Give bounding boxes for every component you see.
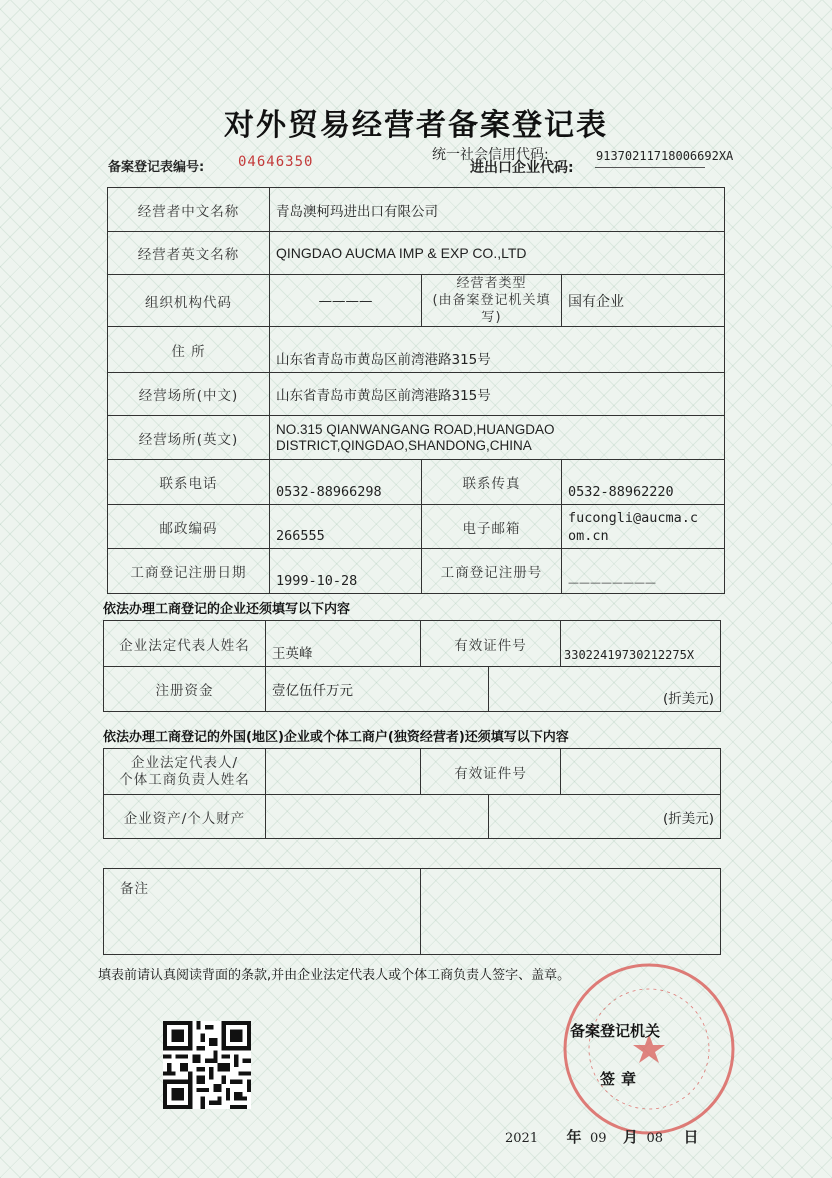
foreign-id-value bbox=[561, 749, 721, 795]
reg-date-value: 1999-10-28 bbox=[270, 549, 422, 594]
email-line2: om.cn bbox=[568, 527, 609, 544]
assets-unit: (折美元) bbox=[489, 795, 721, 839]
postcode-label: 邮政编码 bbox=[108, 505, 270, 549]
org-code-value: ———— bbox=[270, 275, 422, 327]
date-day-char: 日 bbox=[683, 1128, 699, 1146]
address-label: 住 所 bbox=[108, 327, 270, 373]
table-row bbox=[108, 549, 725, 594]
qr-code-icon bbox=[163, 1021, 251, 1109]
id-number-value: 33022419730212275X bbox=[561, 621, 721, 667]
premises-en-line2: DISTRICT,QINGDAO,SHANDONG,CHINA bbox=[276, 437, 532, 453]
remarks-value bbox=[421, 869, 721, 955]
section2-table bbox=[103, 748, 721, 839]
email-label: 电子邮箱 bbox=[422, 505, 562, 549]
sign-seal-label: 签章 bbox=[600, 1070, 643, 1088]
cn-name-value: 青岛澳柯玛进出口有限公司 bbox=[270, 188, 725, 232]
table-row bbox=[108, 416, 725, 460]
date-month: 09 bbox=[590, 1131, 607, 1146]
fax-label: 联系传真 bbox=[422, 460, 562, 505]
remarks-label: 备注 bbox=[104, 869, 421, 955]
credit-code-value: 91370211718006692XA bbox=[596, 149, 734, 163]
phone-value: 0532-88966298 bbox=[270, 460, 422, 505]
business-type-label bbox=[422, 275, 562, 327]
table-row bbox=[104, 749, 721, 795]
section1-table bbox=[103, 620, 721, 712]
business-type-label-line2: (由备案登记机关填写) bbox=[432, 293, 551, 325]
capital-label: 注册资金 bbox=[104, 667, 266, 712]
assets-value bbox=[266, 795, 489, 839]
section2-heading: 依法办理工商登记的外国(地区)企业或个体工商户(独资经营者)还须填写以下内容 bbox=[103, 730, 569, 745]
premises-en-label: 经营场所(英文) bbox=[108, 416, 270, 460]
foreign-rep-label-line1: 企业法定代表人/ bbox=[130, 754, 239, 771]
date-month-char: 月 bbox=[623, 1128, 639, 1146]
table-row bbox=[104, 869, 721, 955]
business-type-value: 国有企业 bbox=[562, 275, 725, 327]
table-row bbox=[108, 460, 725, 505]
capital-unit: (折美元) bbox=[489, 667, 721, 712]
date-year-char: 年 bbox=[566, 1128, 582, 1146]
assets-label: 企业资产/个人财产 bbox=[104, 795, 266, 839]
premises-cn-value: 山东省青岛市黄岛区前湾港路315号 bbox=[270, 373, 725, 416]
en-name-value: QINGDAO AUCMA IMP & EXP CO.,LTD bbox=[270, 232, 725, 275]
foreign-rep-label bbox=[104, 749, 266, 795]
table-row bbox=[104, 667, 721, 712]
legal-rep-value: 王英峰 bbox=[266, 621, 421, 667]
serial-number-label: 备案登记表编号: bbox=[108, 160, 205, 175]
postcode-value: 266555 bbox=[270, 505, 422, 549]
id-number-label: 有效证件号 bbox=[421, 621, 561, 667]
ie-code-label: 进出口企业代码: bbox=[470, 160, 574, 176]
reg-no-label: 工商登记注册号 bbox=[422, 549, 562, 594]
premises-en-line1: NO.315 QIANWANGANG ROAD,HUANGDAO bbox=[276, 421, 555, 437]
foreign-rep-value bbox=[266, 749, 421, 795]
credit-code-label: 统一社会信用代码: bbox=[432, 147, 549, 163]
phone-label: 联系电话 bbox=[108, 460, 270, 505]
en-name-label: 经营者英文名称 bbox=[108, 232, 270, 275]
address-value: 山东省青岛市黄岛区前湾港路315号 bbox=[270, 327, 725, 373]
premises-en-value bbox=[270, 416, 725, 460]
date-year: 2021 bbox=[505, 1131, 539, 1146]
foreign-rep-label-line2: 个体工商负责人姓名 bbox=[119, 771, 250, 788]
date-row bbox=[505, 1126, 703, 1147]
fax-value: 0532-88962220 bbox=[562, 460, 725, 505]
table-row bbox=[104, 795, 721, 839]
table-row bbox=[108, 232, 725, 275]
reg-no-value: ———————— bbox=[562, 549, 725, 594]
official-seal-icon bbox=[560, 960, 738, 1138]
serial-number-value: 04646350 bbox=[238, 154, 314, 170]
page-title: 对外贸易经营者备案登记表 bbox=[224, 108, 608, 143]
table-row bbox=[108, 327, 725, 373]
business-type-label-line1: 经营者类型 bbox=[456, 276, 527, 291]
email-value bbox=[562, 505, 725, 549]
table-row bbox=[108, 373, 725, 416]
cn-name-label: 经营者中文名称 bbox=[108, 188, 270, 232]
legal-rep-label: 企业法定代表人姓名 bbox=[104, 621, 266, 667]
table-row bbox=[108, 188, 725, 232]
main-form-table bbox=[107, 187, 725, 594]
credit-code-underline bbox=[595, 167, 705, 168]
remarks-table bbox=[103, 868, 721, 955]
date-day: 08 bbox=[646, 1131, 664, 1146]
premises-cn-label: 经营场所(中文) bbox=[108, 373, 270, 416]
org-code-label: 组织机构代码 bbox=[108, 275, 270, 327]
capital-value: 壹亿伍仟万元 bbox=[266, 667, 489, 712]
section1-heading: 依法办理工商登记的企业还须填写以下内容 bbox=[103, 602, 351, 617]
table-row bbox=[108, 505, 725, 549]
email-line1: fucongli@aucma.c bbox=[568, 509, 699, 526]
table-row bbox=[108, 275, 725, 327]
table-row bbox=[104, 621, 721, 667]
foreign-id-label: 有效证件号 bbox=[421, 749, 561, 795]
authority-label: 备案登记机关 bbox=[570, 1022, 661, 1040]
reg-date-label: 工商登记注册日期 bbox=[108, 549, 270, 594]
notice-text: 填表前请认真阅读背面的条款,并由企业法定代表人或个体工商负责人签字、盖章。 bbox=[98, 968, 571, 983]
